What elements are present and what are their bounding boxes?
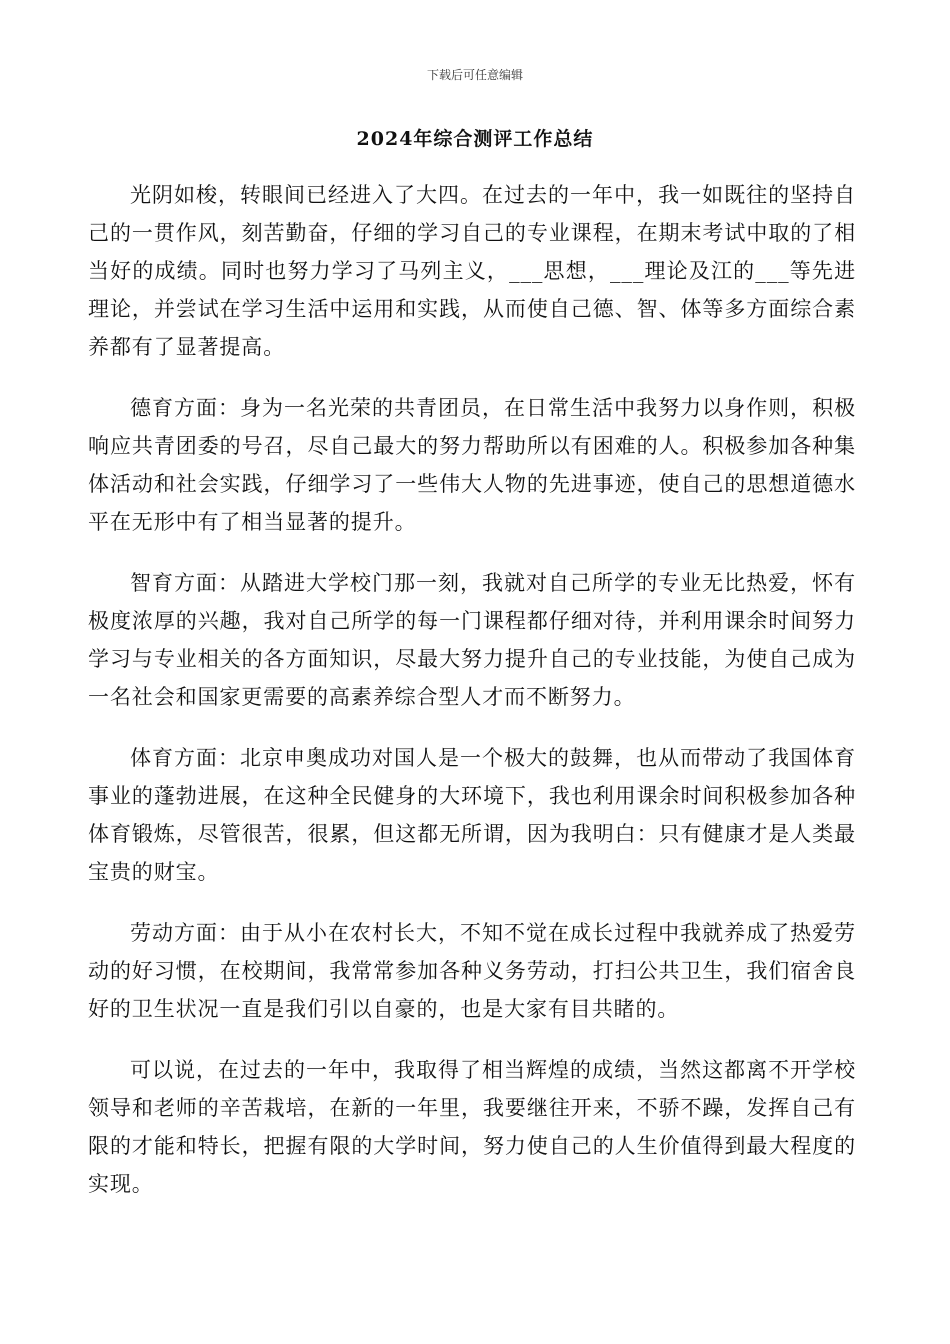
paragraph-moral: 德育方面：身为一名光荣的共青团员，在日常生活中我努力以身作则，积极响应共青团委的号召，尽自己最大的努力帮助所以有困难的人。积极参加各种集体活动和社会实践，仔细学习了一些伟大人物的先进事迹，使自己的思想道德水平在无形中有了相当显著的提升。 (88, 396, 856, 534)
document-body (88, 176, 856, 1226)
paragraph-intellectual: 智育方面：从踏进大学校门那一刻，我就对自己所学的专业无比热爱，怀有极度浓厚的兴趣，我对自己所学的每一门课程都仔细对待，并利用课余时间努力学习与专业相关的各方面知识，尽最大努力提升自己的专业技能，为使自己成为一名社会和国家更需要的高素养综合型人才而不断努力。 (88, 571, 856, 709)
header-note: 下载后可任意编辑 (426, 68, 523, 82)
paragraph-labor: 劳动方面：由于从小在农村长大，不知不觉在成长过程中我就养成了热爱劳动的好习惯，在校期间，我常常参加各种义务劳动，打扫公共卫生，我们宿舍良好的卫生状况一直是我们引以自豪的，也是大家有目共睹的。 (88, 921, 856, 1021)
document-title: 2024年综合测评工作总结 (356, 128, 594, 150)
paragraph-intro: 光阴如梭，转眼间已经进入了大四。在过去的一年中，我一如既往的坚持自己的一贯作风，刻苦勤奋，仔细的学习自己的专业课程，在期末考试中取的了相当好的成绩。同时也努力学习了马列主义，___思想，___理论及江的___等先进理论，并尝试在学习生活中运用和实践，从而使自己德、智、体等多方面综合素养都有了显著提高。 (88, 183, 856, 359)
paragraph-physical: 体育方面：北京申奥成功对国人是一个极大的鼓舞，也从而带动了我国体育事业的蓬勃进展，在这种全民健身的大环境下，我也利用课余时间积极参加各种体育锻炼，尽管很苦，很累，但这都无所谓，因为我明白：只有健康才是人类最宝贵的财宝。 (88, 746, 856, 884)
paragraph-conclusion: 可以说，在过去的一年中，我取得了相当辉煌的成绩，当然这都离不开学校领导和老师的辛苦栽培，在新的一年里，我要继往开来，不骄不躁，发挥自己有限的才能和特长，把握有限的大学时间，努力使自己的人生价值得到最大程度的实现。 (88, 1058, 856, 1196)
